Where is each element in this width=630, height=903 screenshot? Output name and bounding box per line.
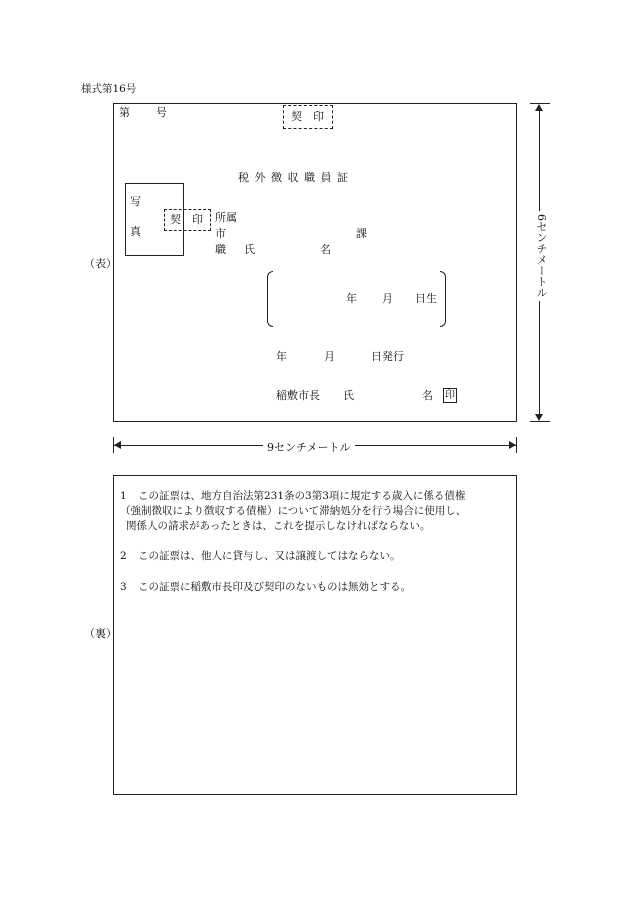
height-dimension-label: 6センチメートル: [533, 211, 549, 301]
note-1-line-1: この証票は、地方自治法第231条の3第3項に規定する歳入に係る債権: [138, 490, 466, 502]
back-side-label: （裏）: [84, 627, 117, 640]
photo-label-2: 真: [130, 225, 141, 238]
note-1-line-3: 関係人の請求があったときは、これを提示しなければならない。: [126, 520, 431, 532]
issuer-title: 稲敷市長: [276, 389, 320, 402]
width-dim-right-tick: [516, 437, 517, 453]
number-go: 号: [156, 106, 167, 119]
height-dim-bottom-tick: [530, 421, 550, 422]
photo-seal-stamp-label: 契 印: [170, 213, 203, 226]
issue-date: 日発行: [371, 350, 404, 363]
affiliation-label: 所属: [215, 211, 237, 224]
note-1-number: 1: [120, 490, 127, 502]
note-1-line-2: （強制徴収により徴収する債権）について滞納処分を行う場合に使用し、: [120, 505, 467, 517]
issue-month: 月: [324, 350, 335, 363]
job-label: 職: [215, 243, 226, 256]
issuer-mei: 名: [422, 389, 433, 402]
top-seal-stamp-label: 契 印: [291, 110, 324, 123]
arrow-right-icon: [509, 441, 516, 449]
affiliation-city: 市: [215, 227, 226, 240]
arrow-up-icon: [535, 104, 543, 111]
birth-month: 月: [382, 292, 393, 305]
form-number: 様式第16号: [81, 83, 137, 95]
birth-bracket-right: [440, 271, 446, 327]
front-side-label: （表）: [84, 257, 117, 270]
note-3-line-1: この証票に稲敷市長印及び契印のないものは無効とする。: [138, 581, 411, 593]
certificate-front: [113, 103, 517, 422]
photo-label-1: 写: [130, 195, 141, 208]
number-dai: 第: [119, 106, 130, 119]
note-3-number: 3: [120, 581, 127, 593]
issuer-shi: 氏: [343, 389, 354, 402]
official-seal: 印: [443, 388, 457, 403]
name-label-shi: 氏: [244, 243, 255, 256]
certificate-title: 税 外 徴 収 職 員 証: [238, 171, 349, 184]
birth-year: 年: [346, 292, 357, 305]
birth-bracket-left: [267, 271, 273, 327]
note-2-line-1: この証票は、他人に貸与し、又は譲渡してはならない。: [138, 550, 401, 562]
birth-date: 日生: [415, 292, 437, 305]
note-2-number: 2: [120, 550, 127, 562]
name-label-mei: 名: [320, 243, 331, 256]
issue-year: 年: [276, 350, 287, 363]
width-dimension-label: 9センチメートル: [263, 439, 355, 455]
arrow-down-icon: [535, 414, 543, 421]
arrow-left-icon: [114, 441, 121, 449]
affiliation-section: 課: [356, 227, 367, 240]
